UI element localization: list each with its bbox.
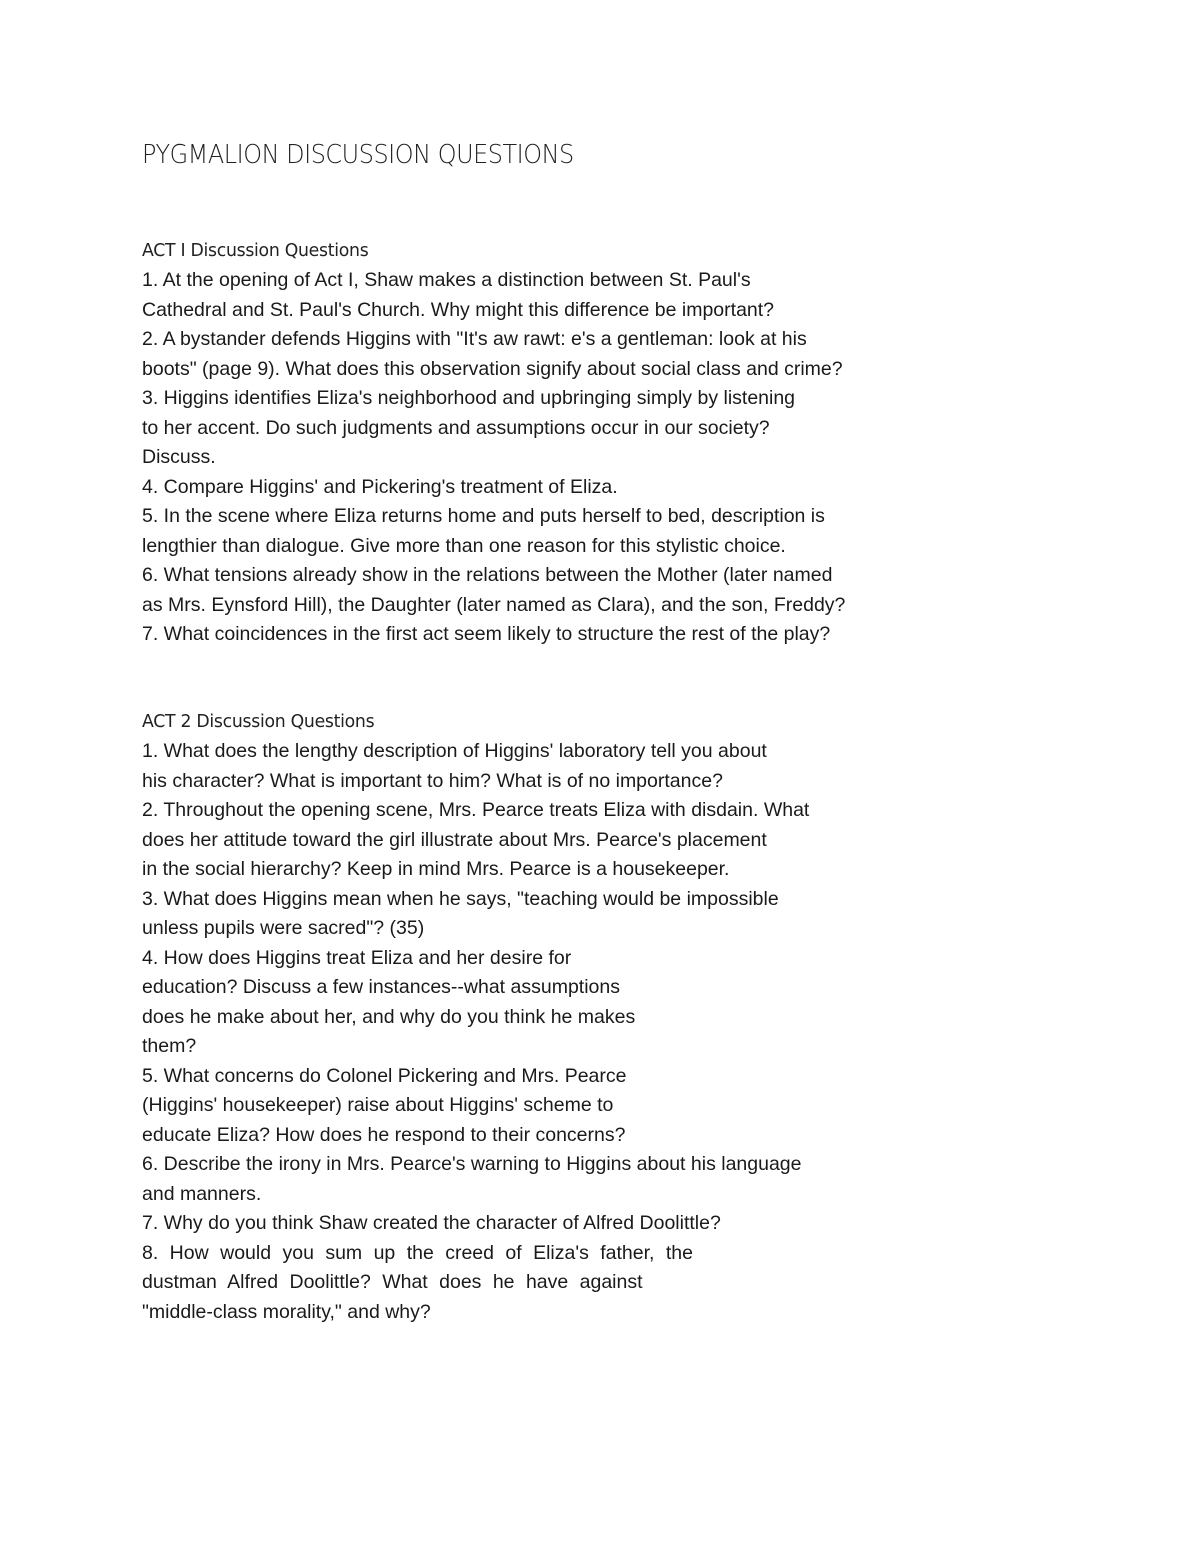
act-2-question-line: does he make about her, and why do you think he makes — [142, 1005, 636, 1028]
page-title: PYGMALION DISCUSSION QUESTIONS — [142, 140, 574, 170]
act-2-question-line: 4. How does Higgins treat Eliza and her desire for — [142, 946, 572, 969]
act-1-question-line: 4. Compare Higgins' and Pickering's treatment of Eliza. — [142, 475, 618, 498]
act-2-question-line: 8. How would you sum up the creed of Eliza's father, the — [142, 1241, 693, 1264]
act-1-question-line: to her accent. Do such judgments and assumptions occur in our society? — [142, 416, 770, 439]
act-1-question-line: 3. Higgins identifies Eliza's neighborhood and upbringing simply by listening — [142, 387, 796, 409]
act-2-question-line: 2. Throughout the opening scene, Mrs. Pearce treats Eliza with disdain. What — [142, 799, 810, 821]
act-2-question-line: his character? What is important to him? What is of no importance? — [142, 769, 723, 792]
act-2-question-line: in the social hierarchy? Keep in mind Mrs. Pearce is a housekeeper. — [142, 858, 730, 880]
act-2-question-line: (Higgins' housekeeper) raise about Higgins' scheme to — [142, 1094, 614, 1116]
act-2-question-line: unless pupils were sacred"? (35) — [142, 917, 425, 939]
act-2-question-line: 3. What does Higgins mean when he says, "teaching would be impossible — [142, 887, 779, 910]
act-1-question-line: 6. What tensions already show in the relations between the Mother (later named — [142, 564, 833, 586]
act-1-question-line: lengthier than dialogue. Give more than one reason for this stylistic choice. — [142, 534, 786, 557]
act-1-question-line: 5. In the scene where Eliza returns home and puts herself to bed, description is — [142, 505, 825, 527]
act-2-question-line: education? Discuss a few instances--what assumptions — [142, 976, 620, 998]
act-2-question-line: educate Eliza? How does he respond to their concerns? — [142, 1123, 626, 1146]
act-1-question-line: as Mrs. Eynsford Hill), the Daughter (later named as Clara), and the son, Freddy? — [142, 593, 846, 616]
act-2-question-line: 7. Why do you think Shaw created the character of Alfred Doolittle? — [142, 1212, 721, 1234]
act-2-question-line: 6. Describe the irony in Mrs. Pearce's warning to Higgins about his language — [142, 1153, 802, 1175]
act-2-question-line: does her attitude toward the girl illustrate about Mrs. Pearce's placement — [142, 828, 767, 851]
act-2-question-line: "middle-class morality," and why? — [142, 1300, 431, 1323]
act-1-question-line: 7. What coincidences in the first act seem likely to structure the rest of the play? — [142, 623, 831, 645]
act-1-heading: ACT I Discussion Questions — [142, 240, 369, 261]
act-2-question-line: dustman Alfred Doolittle? What does he have against — [142, 1271, 643, 1293]
act-1-question-line: 1. At the opening of Act I, Shaw makes a distinction between St. Paul's — [142, 269, 751, 291]
act-2-question-line: them? — [142, 1035, 197, 1057]
act-2-question-line: 1. What does the lengthy description of Higgins' laboratory tell you about — [142, 740, 767, 762]
act-1-question-line: 2. A bystander defends Higgins with "It's aw rawt: e's a gentleman: look at his — [142, 328, 807, 350]
act-1-question-line: Discuss. — [142, 446, 216, 468]
act-2-question-line: 5. What concerns do Colonel Pickering and Mrs. Pearce — [142, 1064, 627, 1087]
act-1-section — [142, 236, 1042, 650]
act-2-heading: ACT 2 Discussion Questions — [142, 711, 375, 732]
act-1-question-line: boots" (page 9). What does this observation signify about social class and crime? — [142, 357, 843, 380]
act-2-question-line: and manners. — [142, 1182, 262, 1205]
act-1-question-line: Cathedral and St. Paul's Church. Why might this difference be important? — [142, 298, 775, 321]
act-2-section — [142, 707, 1042, 1327]
